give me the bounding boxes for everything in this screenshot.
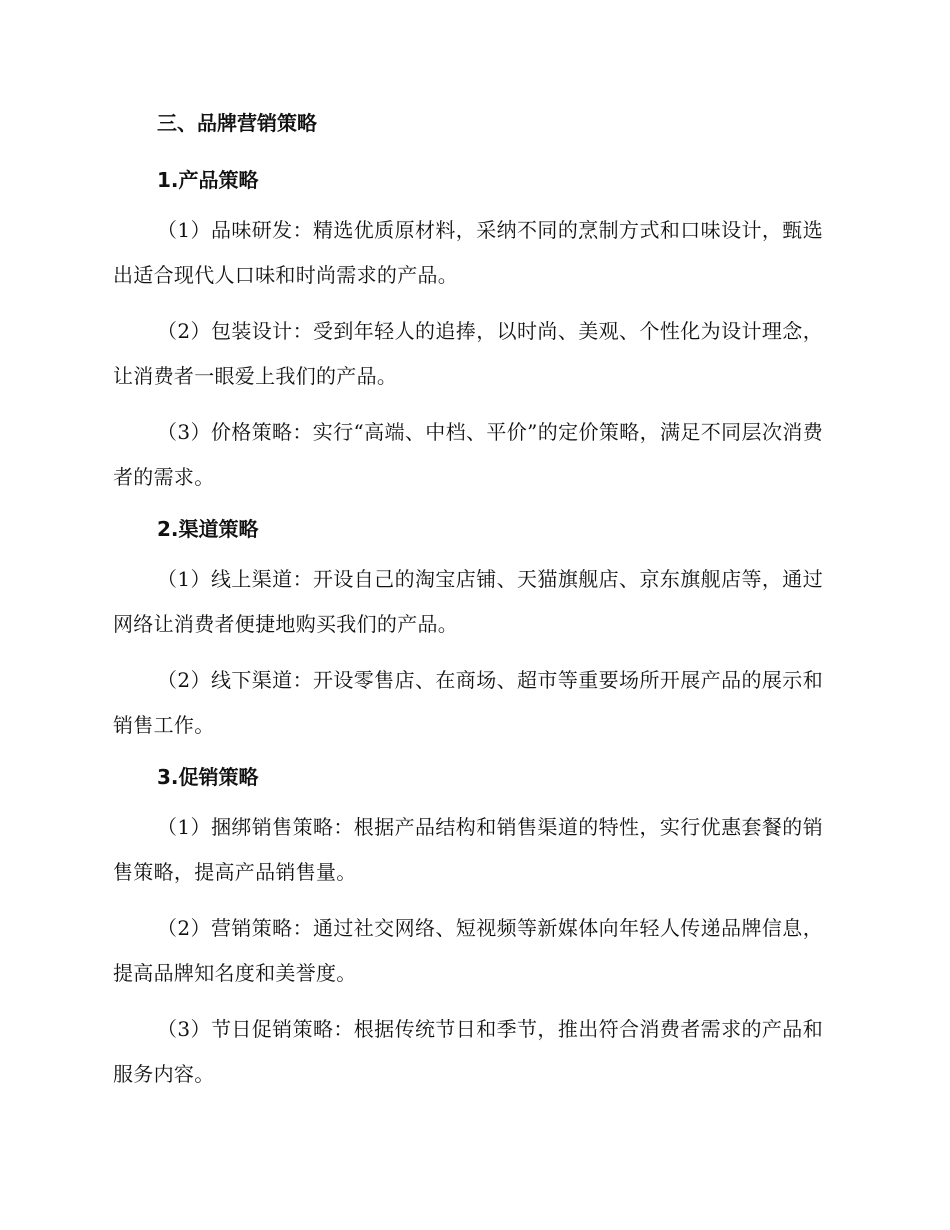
paragraph: （1）线上渠道：开设自己的淘宝店铺、天猫旗舰店、京东旗舰店等，通过网络让消费者便捷地购买我们的产品。 xyxy=(113,567,823,636)
paragraph: （3）节日促销策略：根据传统节日和季节，推出符合消费者需求的产品和服务内容。 xyxy=(113,1017,823,1086)
subsection-heading-promotion: 3.促销策略 xyxy=(157,765,259,789)
section-heading: 三、品牌营销策略 xyxy=(157,111,317,135)
paragraph: （1）品味研发：精选优质原材料，采纳不同的烹制方式和口味设计，甄选出适合现代人口味和时尚需求的产品。 xyxy=(113,218,823,287)
paragraph: （1）捆绑销售策略：根据产品结构和销售渠道的特性，实行优惠套餐的销售策略，提高产品销售量。 xyxy=(113,815,823,884)
subsection-heading-channel: 2.渠道策略 xyxy=(157,517,259,541)
document-page xyxy=(113,108,823,1108)
paragraph: （2）线下渠道：开设零售店、在商场、超市等重要场所开展产品的展示和销售工作。 xyxy=(113,668,823,737)
paragraph: （2）包装设计：受到年轻人的追捧，以时尚、美观、个性化为设计理念，让消费者一眼爱上我们的产品。 xyxy=(113,319,823,388)
subsection-heading-product: 1.产品策略 xyxy=(157,168,259,192)
paragraph: （3）价格策略：实行“高端、中档、平价”的定价策略，满足不同层次消费者的需求。 xyxy=(113,420,823,489)
paragraph: （2）营销策略：通过社交网络、短视频等新媒体向年轻人传递品牌信息，提高品牌知名度和美誉度。 xyxy=(113,916,823,985)
